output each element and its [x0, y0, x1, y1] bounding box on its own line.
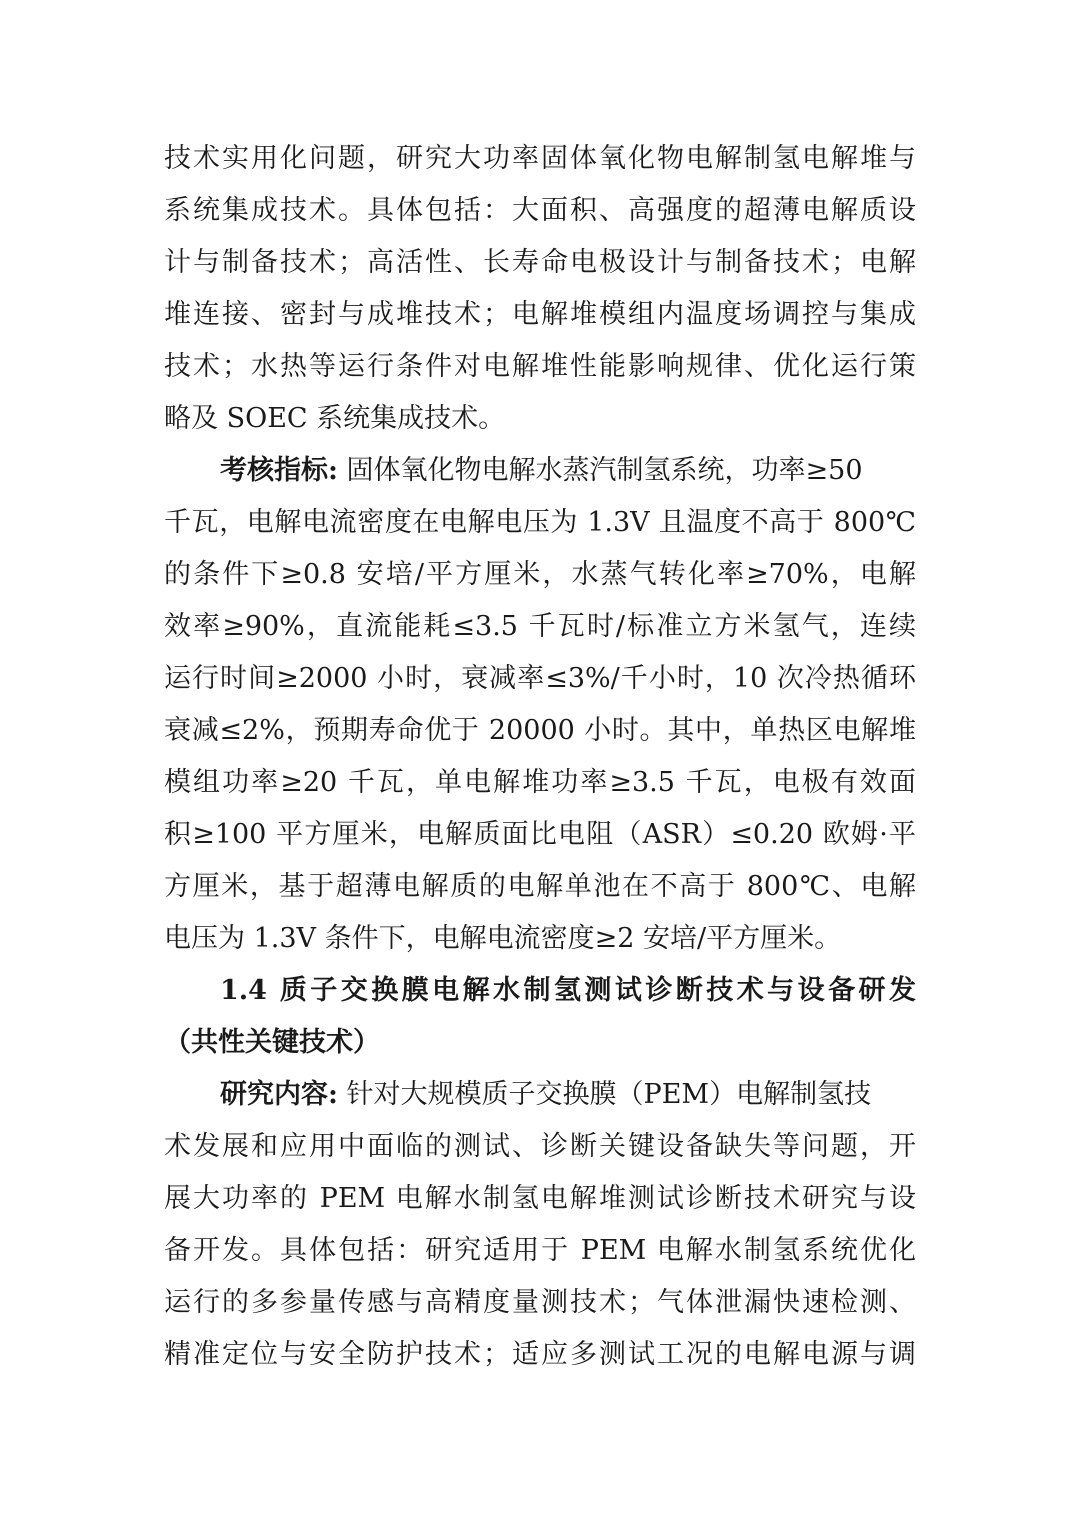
section-heading: [164, 965, 916, 1069]
text-line: 方厘米，基于超薄电解质的电解单池在不高于 800℃、电解: [164, 871, 916, 902]
text-line-rest: 针对大规模质子交换膜（PEM）电解制氢技: [337, 1079, 872, 1110]
text-line: 系统集成技术。具体包括：大面积、高强度的超薄电解质设: [164, 195, 916, 226]
assessment-label: 考核指标:: [220, 455, 338, 486]
text-line: 运行的多参量传感与高精度量测技术；气体泄漏快速检测、: [164, 1287, 916, 1318]
text-line: 展大功率的 PEM 电解水制氢电解堆测试诊断技术研究与设: [164, 1183, 916, 1214]
text-line: 衰减≤2%，预期寿命优于 20000 小时。其中，单热区电解堆: [164, 715, 916, 746]
text-line: 积≥100 平方厘米，电解质面比电阻（ASR）≤0.20 欧姆·平: [164, 819, 916, 850]
text-line: 运行时间≥2000 小时，衰减率≤3%/千小时，10 次冷热循环: [164, 663, 916, 694]
text-line: 效率≥90%，直流能耗≤3.5 千瓦时/标准立方米氢气，连续: [164, 611, 916, 642]
paragraph-research-content: [164, 1069, 916, 1381]
text-line: 备开发。具体包括：研究适用于 PEM 电解水制氢系统优化: [164, 1235, 916, 1266]
research-content-label: 研究内容:: [220, 1079, 338, 1110]
text-line-first: [164, 1069, 916, 1121]
text-line: 略及 SOEC 系统集成技术。: [164, 403, 506, 434]
document-page: [164, 133, 916, 1381]
heading-line: 1.4 质子交换膜电解水制氢测试诊断技术与设备研发: [220, 975, 916, 1006]
paragraph-soec-research: [164, 133, 916, 445]
text-line: 术发展和应用中面临的测试、诊断关键设备缺失等问题，开: [164, 1131, 916, 1162]
text-line: 堆连接、密封与成堆技术；电解堆模组内温度场调控与集成: [164, 299, 916, 330]
text-line: 千瓦，电解电流密度在电解电压为 1.3V 且温度不高于 800℃: [164, 507, 916, 538]
paragraph-assessment-indicators: [164, 445, 916, 965]
text-line: 计与制备技术；高活性、长寿命电极设计与制备技术；电解: [164, 247, 916, 278]
text-line: 模组功率≥20 千瓦，单电解堆功率≥3.5 千瓦，电极有效面: [164, 767, 916, 798]
text-line-first: [164, 445, 916, 497]
text-line: 电压为 1.3V 条件下，电解电流密度≥2 安培/平方厘米。: [164, 923, 842, 954]
text-line-rest: 固体氧化物电解水蒸汽制氢系统，功率≥50: [337, 455, 863, 486]
text-line: 技术；水热等运行条件对电解堆性能影响规律、优化运行策: [164, 351, 916, 382]
text-line: 的条件下≥0.8 安培/平方厘米，水蒸气转化率≥70%，电解: [164, 559, 916, 590]
text-line: 技术实用化问题，研究大功率固体氧化物电解制氢电解堆与: [164, 143, 916, 174]
text-line: 精准定位与安全防护技术；适应多测试工况的电解电源与调: [164, 1339, 916, 1370]
heading-line: （共性关键技术）: [164, 1027, 380, 1058]
